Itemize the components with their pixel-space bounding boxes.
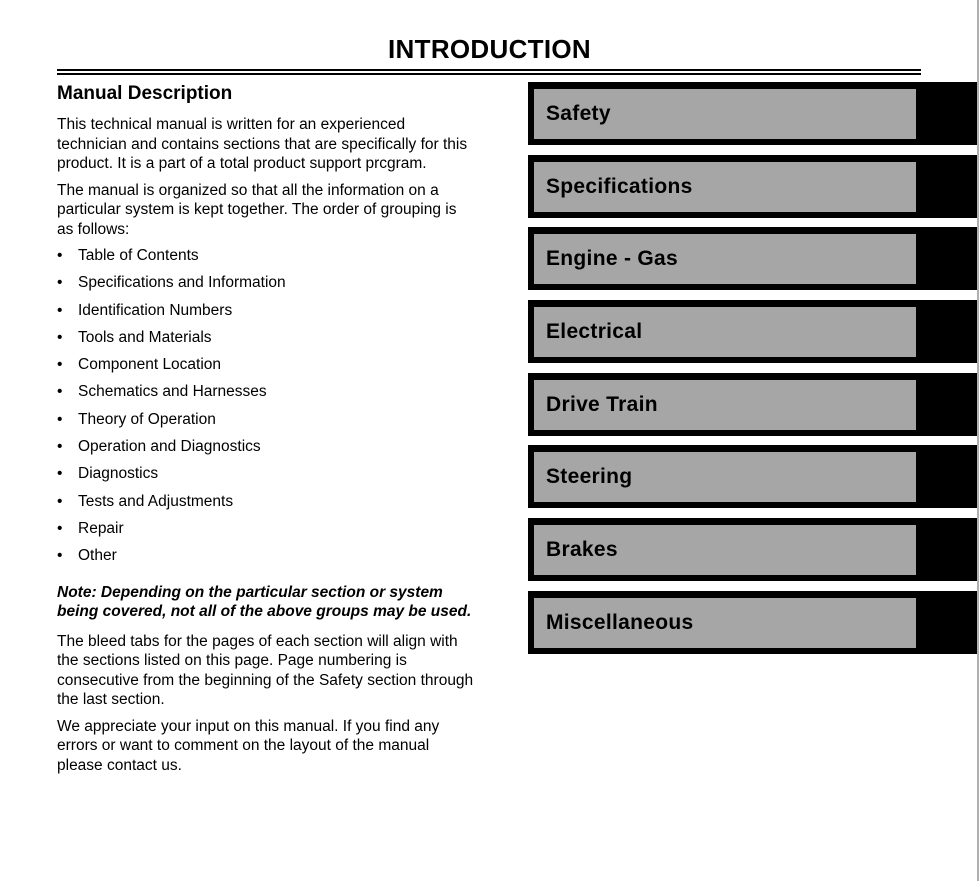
tab-label: Brakes: [546, 538, 618, 562]
list-item: • Table of Contents: [57, 247, 199, 264]
bullet-icon: •: [57, 410, 63, 428]
tab-brakes[interactable]: [528, 518, 979, 581]
tab-label: Drive Train: [546, 392, 658, 416]
organization-paragraph: The manual is organized so that all the information on a particular system is kept together. The order of grouping is as follows:: [57, 181, 457, 238]
tab-label: Electrical: [546, 320, 643, 344]
list-item: • Repair: [57, 519, 124, 537]
list-item: • Operation and Diagnostics: [57, 438, 261, 456]
title-rule-bottom: [57, 73, 921, 75]
page-title: INTRODUCTION: [388, 34, 591, 64]
title-rule-top: [57, 69, 921, 71]
tab-inner: [534, 525, 916, 575]
feedback-paragraph: We appreciate your input on this manual. If you find any errors or want to comment on the layout of the manual please contact us.: [57, 717, 440, 774]
bullet-icon: •: [57, 383, 63, 401]
bullet-icon: •: [57, 547, 63, 565]
tab-miscellaneous[interactable]: [528, 591, 979, 654]
list-item: • Specifications and Information: [57, 274, 286, 292]
tab-label: Safety: [546, 102, 611, 125]
section-tabs: [528, 82, 979, 664]
manual-description-column: [57, 83, 477, 782]
bullet-icon: •: [57, 438, 63, 456]
list-item: • Tests and Adjustments: [57, 492, 234, 510]
bullet-icon: •: [57, 274, 63, 292]
bullet-icon: •: [57, 247, 63, 264]
bleed-tabs-paragraph: The bleed tabs for the pages of each section will align with the sections listed on this page. Page numbering is consecutive from the beginning of the Safety section through the last section.: [57, 632, 474, 709]
bullet-icon: •: [57, 301, 63, 319]
tab-inner: [534, 89, 916, 139]
tab-inner: [534, 380, 916, 430]
tab-safety[interactable]: [528, 82, 979, 145]
tab-label: Engine - Gas: [546, 247, 678, 271]
tab-specifications[interactable]: [528, 155, 979, 218]
tab-label: Miscellaneous: [546, 610, 694, 634]
tab-inner: [534, 452, 916, 502]
tab-inner: [534, 162, 916, 212]
tab-drive-train[interactable]: [528, 373, 979, 436]
bullet-icon: •: [57, 519, 63, 537]
list-item: • Theory of Operation: [57, 410, 216, 428]
list-item: • Schematics and Harnesses: [57, 383, 267, 401]
list-item: • Other: [57, 547, 117, 565]
bullet-icon: •: [57, 465, 63, 483]
note-paragraph: Note: Depending on the particular section or system being covered, not all of the above groups may be used.: [57, 583, 472, 621]
tab-engine-gas[interactable]: [528, 227, 979, 290]
bullet-icon: •: [57, 328, 63, 346]
list-item: • Component Location: [57, 356, 222, 374]
tab-steering[interactable]: [528, 445, 979, 508]
bullet-icon: •: [57, 356, 63, 374]
grouping-list: [57, 246, 477, 574]
tab-inner: [534, 234, 916, 284]
list-item: • Diagnostics: [57, 465, 159, 483]
intro-paragraph: This technical manual is written for an experienced technician and contains sections that are specifically for this product. It is a part of a total product support prcgram.: [57, 116, 468, 172]
tab-label: Specifications: [546, 174, 693, 198]
list-item: • Identification Numbers: [57, 301, 233, 319]
bullet-icon: •: [57, 492, 63, 510]
tab-label: Steering: [546, 465, 633, 489]
tab-inner: [534, 307, 916, 357]
list-item: • Tools and Materials: [57, 328, 212, 346]
tab-electrical[interactable]: [528, 300, 979, 363]
tab-inner: [534, 598, 916, 648]
section-heading: Manual Description: [57, 83, 233, 104]
